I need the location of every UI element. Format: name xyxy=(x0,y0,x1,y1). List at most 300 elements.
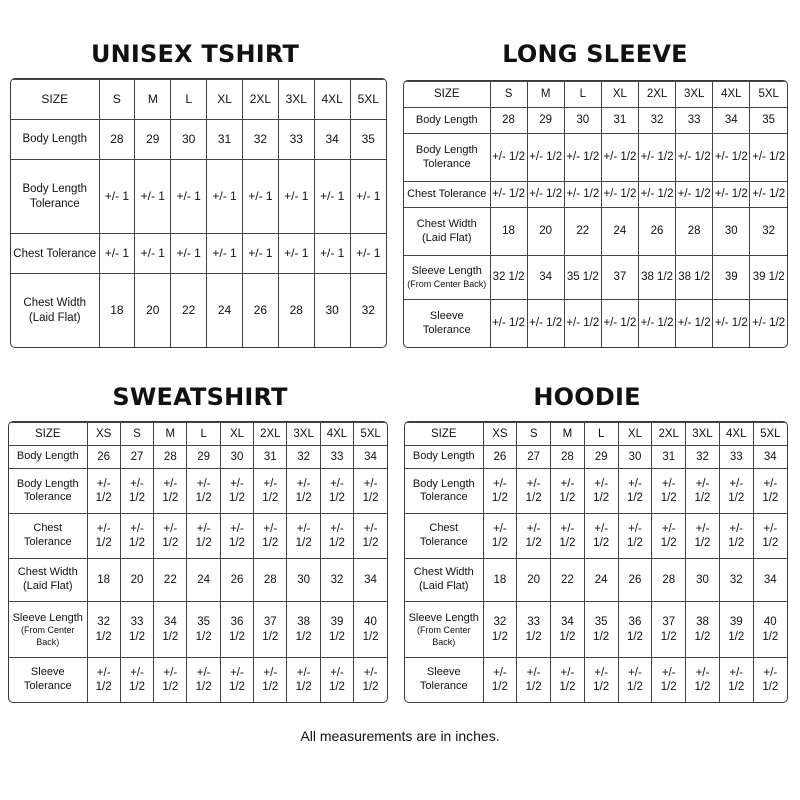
measurement-cell: +/- 1/2 xyxy=(639,133,676,181)
size-header-cell: 3XL xyxy=(676,82,713,108)
measurement-cell: 33 xyxy=(676,107,713,133)
row-label-text: Chest Tolerance xyxy=(419,522,468,549)
measurement-cell: +/- 1/2 xyxy=(120,514,153,559)
row-label-text: Body Length Tolerance xyxy=(415,143,478,170)
measurement-cell: +/- 1/2 xyxy=(652,658,686,702)
measurement-cell: +/- 1 xyxy=(171,234,207,274)
measurement-cell: +/- 1/2 xyxy=(287,469,320,514)
table-row xyxy=(405,559,787,602)
row-label xyxy=(404,208,490,256)
measurement-cell: 24 xyxy=(207,274,243,347)
measurement-cell: 37 1/2 xyxy=(652,602,686,658)
row-label xyxy=(9,469,87,514)
measurement-cell: 32 xyxy=(719,559,753,602)
measurement-cell: 32 xyxy=(243,120,279,160)
table-row xyxy=(11,160,386,234)
row-label xyxy=(404,133,490,181)
table-row xyxy=(404,208,787,256)
measurement-cell: 32 xyxy=(350,274,386,347)
table-row xyxy=(9,602,387,658)
measurement-cell: +/- 1/2 xyxy=(87,469,120,514)
row-label xyxy=(405,559,483,602)
measurement-cell: +/- 1/2 xyxy=(601,300,638,347)
title-unisex-tshirt: UNISEX TSHIRT xyxy=(90,40,300,68)
size-header-cell: 4XL xyxy=(719,423,753,446)
header-row xyxy=(405,423,787,446)
measurement-cell: 38 1/2 xyxy=(676,256,713,300)
measurement-cell: 40 1/2 xyxy=(753,602,787,658)
measurement-cell: 22 xyxy=(551,559,585,602)
measurement-cell: 32 1/2 xyxy=(483,602,517,658)
size-header-cell: S xyxy=(99,80,135,120)
size-header-cell: L xyxy=(187,423,220,446)
measurement-cell: 33 1/2 xyxy=(517,602,551,658)
measurement-cell: +/- 1 xyxy=(314,234,350,274)
measurement-cell: 32 xyxy=(750,208,787,256)
measurement-cell: 35 xyxy=(350,120,386,160)
measurement-cell: 22 xyxy=(564,208,601,256)
measurement-cell: 31 xyxy=(601,107,638,133)
measurement-cell: +/- 1/2 xyxy=(517,469,551,514)
size-header-cell: S xyxy=(517,423,551,446)
size-chart xyxy=(11,79,386,347)
measurement-cell: +/- 1/2 xyxy=(713,133,750,181)
measurement-cell: 29 xyxy=(135,120,171,160)
measurement-cell: +/- 1/2 xyxy=(601,182,638,208)
row-label xyxy=(405,658,483,702)
measurement-cell: +/- 1/2 xyxy=(87,658,120,702)
measurement-cell: 28 xyxy=(154,446,187,469)
table-row xyxy=(405,602,787,658)
table-row xyxy=(9,469,387,514)
measurement-cell: +/- 1/2 xyxy=(483,658,517,702)
measurement-cell: +/- 1/2 xyxy=(354,469,387,514)
measurement-cell: +/- 1/2 xyxy=(686,469,720,514)
title-long-sleeve: LONG SLEEVE xyxy=(502,40,688,68)
measurement-cell: 31 xyxy=(207,120,243,160)
measurement-note: All measurements are in inches. xyxy=(300,728,500,744)
row-label-text: Sleeve Length xyxy=(12,611,83,624)
measurement-cell: +/- 1/2 xyxy=(601,133,638,181)
measurement-cell: +/- 1/2 xyxy=(483,469,517,514)
measurement-cell: +/- 1/2 xyxy=(517,658,551,702)
size-header-cell: M xyxy=(154,423,187,446)
size-header-cell: 2XL xyxy=(639,82,676,108)
row-label-text: Sleeve Tolerance xyxy=(422,309,471,336)
row-label-text: Body Length Tolerance xyxy=(22,183,88,210)
row-label xyxy=(11,120,99,160)
row-label-subtext: (From Center Back) xyxy=(407,278,487,289)
table-row xyxy=(404,256,787,300)
measurement-cell: 26 xyxy=(243,274,279,347)
measurement-cell: 34 xyxy=(354,559,387,602)
size-header-cell: XL xyxy=(207,80,243,120)
measurement-cell: 27 xyxy=(120,446,153,469)
table-row xyxy=(404,300,787,347)
row-label-subtext: (From Center Back) xyxy=(416,625,471,647)
measurement-cell: +/- 1/2 xyxy=(750,182,787,208)
size-chart xyxy=(405,422,787,702)
measurement-cell: +/- 1/2 xyxy=(686,658,720,702)
measurement-cell: +/- 1/2 xyxy=(719,514,753,559)
measurement-cell: 36 1/2 xyxy=(220,602,253,658)
row-label-text: Sleeve Length xyxy=(411,265,482,278)
size-table-sweatshirt xyxy=(8,421,388,703)
size-header-cell: 2XL xyxy=(254,423,287,446)
measurement-cell: 32 xyxy=(320,559,353,602)
measurement-cell: 28 xyxy=(99,120,135,160)
size-header-cell: XL xyxy=(220,423,253,446)
row-label xyxy=(9,446,87,469)
row-label xyxy=(9,602,87,658)
title-hoodie: HOODIE xyxy=(533,383,641,411)
row-label xyxy=(9,514,87,559)
measurement-cell: +/- 1 xyxy=(135,160,171,234)
measurement-cell: +/- 1/2 xyxy=(564,133,601,181)
measurement-cell: 30 xyxy=(314,274,350,347)
measurement-cell: 34 xyxy=(753,559,787,602)
measurement-cell: +/- 1/2 xyxy=(676,182,713,208)
measurement-cell: +/- 1/2 xyxy=(527,133,564,181)
measurement-cell: 34 xyxy=(354,446,387,469)
size-header-cell: 2XL xyxy=(652,423,686,446)
measurement-cell: 29 xyxy=(187,446,220,469)
row-label-text: Body Length xyxy=(415,113,478,126)
measurement-cell: +/- 1/2 xyxy=(676,133,713,181)
measurement-cell: 35 1/2 xyxy=(584,602,618,658)
table-row xyxy=(404,182,787,208)
size-header-cell: 5XL xyxy=(354,423,387,446)
measurement-cell: 26 xyxy=(639,208,676,256)
row-label xyxy=(9,559,87,602)
row-label-text: Chest Width (Laid Flat) xyxy=(413,566,474,593)
measurement-cell: 40 1/2 xyxy=(354,602,387,658)
table-row xyxy=(9,514,387,559)
measurement-cell: +/- 1/2 xyxy=(490,300,527,347)
measurement-cell: 32 xyxy=(686,446,720,469)
measurement-cell: +/- 1 xyxy=(278,234,314,274)
row-label-text: Body Length Tolerance xyxy=(412,477,475,504)
size-header-cell: XL xyxy=(618,423,652,446)
measurement-cell: 24 xyxy=(601,208,638,256)
measurement-cell: +/- 1 xyxy=(99,160,135,234)
header-row xyxy=(9,423,387,446)
measurement-cell: +/- 1/2 xyxy=(618,469,652,514)
row-label-text: Body Length xyxy=(22,133,88,146)
measurement-cell: 30 xyxy=(287,559,320,602)
table-row xyxy=(405,446,787,469)
measurement-cell: +/- 1/2 xyxy=(120,658,153,702)
measurement-cell: 38 1/2 xyxy=(686,602,720,658)
measurement-cell: 35 xyxy=(750,107,787,133)
size-header-cell: S xyxy=(120,423,153,446)
measurement-cell: +/- 1/2 xyxy=(354,658,387,702)
measurement-cell: 30 xyxy=(171,120,207,160)
measurement-cell: 31 xyxy=(652,446,686,469)
size-header-cell: 5XL xyxy=(750,82,787,108)
measurement-cell: 32 1/2 xyxy=(490,256,527,300)
measurement-cell: +/- 1 xyxy=(278,160,314,234)
measurement-cell: 26 xyxy=(220,559,253,602)
row-label xyxy=(405,514,483,559)
measurement-cell: 22 xyxy=(154,559,187,602)
measurement-cell: +/- 1/2 xyxy=(753,658,787,702)
measurement-cell: 26 xyxy=(483,446,517,469)
row-label-text: Body Length xyxy=(16,450,79,463)
size-header-label: SIZE xyxy=(11,80,99,120)
row-label xyxy=(404,107,490,133)
measurement-cell: +/- 1/2 xyxy=(652,469,686,514)
size-header-label: SIZE xyxy=(405,423,483,446)
measurement-cell: +/- 1/2 xyxy=(750,300,787,347)
size-header-cell: M xyxy=(527,82,564,108)
measurement-cell: +/- 1/2 xyxy=(320,658,353,702)
header-row xyxy=(404,82,787,108)
measurement-cell: 39 1/2 xyxy=(719,602,753,658)
size-header-cell: L xyxy=(564,82,601,108)
table-row xyxy=(405,514,787,559)
measurement-cell: 26 xyxy=(618,559,652,602)
measurement-cell: +/- 1/2 xyxy=(551,658,585,702)
measurement-cell: +/- 1/2 xyxy=(719,658,753,702)
table-row xyxy=(405,469,787,514)
measurement-cell: 32 1/2 xyxy=(87,602,120,658)
table-row xyxy=(11,120,386,160)
measurement-cell: 38 1/2 xyxy=(287,602,320,658)
measurement-cell: 34 xyxy=(527,256,564,300)
measurement-cell: 30 xyxy=(686,559,720,602)
table-row xyxy=(404,133,787,181)
measurement-cell: +/- 1/2 xyxy=(287,514,320,559)
size-header-cell: 5XL xyxy=(350,80,386,120)
measurement-cell: +/- 1 xyxy=(314,160,350,234)
measurement-cell: +/- 1/2 xyxy=(254,469,287,514)
measurement-cell: +/- 1/2 xyxy=(719,469,753,514)
measurement-cell: 34 xyxy=(314,120,350,160)
measurement-cell: 31 xyxy=(254,446,287,469)
measurement-cell: +/- 1/2 xyxy=(483,514,517,559)
measurement-cell: +/- 1/2 xyxy=(584,469,618,514)
measurement-cell: +/- 1/2 xyxy=(154,469,187,514)
measurement-cell: 32 xyxy=(639,107,676,133)
measurement-cell: +/- 1 xyxy=(171,160,207,234)
measurement-cell: 28 xyxy=(676,208,713,256)
row-label-text: Chest Tolerance xyxy=(13,247,97,260)
measurement-cell: 34 1/2 xyxy=(551,602,585,658)
row-label xyxy=(404,300,490,347)
measurement-cell: +/- 1/2 xyxy=(713,182,750,208)
measurement-cell: 18 xyxy=(483,559,517,602)
measurement-cell: 20 xyxy=(517,559,551,602)
measurement-cell: 39 xyxy=(713,256,750,300)
measurement-cell: +/- 1/2 xyxy=(753,514,787,559)
measurement-cell: 28 xyxy=(652,559,686,602)
table-row xyxy=(9,559,387,602)
size-header-cell: XS xyxy=(483,423,517,446)
measurement-cell: +/- 1/2 xyxy=(618,658,652,702)
measurement-cell: +/- 1/2 xyxy=(320,469,353,514)
size-chart xyxy=(9,422,387,702)
measurement-cell: +/- 1/2 xyxy=(564,300,601,347)
row-label-text: Chest Tolerance xyxy=(407,187,487,200)
measurement-cell: 22 xyxy=(171,274,207,347)
measurement-cell: +/- 1/2 xyxy=(652,514,686,559)
measurement-cell: 37 1/2 xyxy=(254,602,287,658)
measurement-cell: 27 xyxy=(517,446,551,469)
size-header-label: SIZE xyxy=(9,423,87,446)
measurement-cell: +/- 1/2 xyxy=(551,514,585,559)
measurement-cell: 37 xyxy=(601,256,638,300)
measurement-cell: +/- 1/2 xyxy=(120,469,153,514)
size-chart xyxy=(404,81,787,347)
measurement-cell: 28 xyxy=(278,274,314,347)
size-header-cell: M xyxy=(135,80,171,120)
measurement-cell: +/- 1/2 xyxy=(639,300,676,347)
measurement-cell: 24 xyxy=(187,559,220,602)
measurement-cell: +/- 1/2 xyxy=(354,514,387,559)
measurement-cell: 30 xyxy=(564,107,601,133)
measurement-cell: +/- 1/2 xyxy=(564,182,601,208)
row-label-subtext: (From Center Back) xyxy=(20,625,75,647)
table-row xyxy=(11,234,386,274)
measurement-cell: 18 xyxy=(99,274,135,347)
measurement-cell: 24 xyxy=(584,559,618,602)
size-header-cell: S xyxy=(490,82,527,108)
measurement-cell: 38 1/2 xyxy=(639,256,676,300)
row-label xyxy=(405,602,483,658)
measurement-cell: +/- 1 xyxy=(243,234,279,274)
measurement-cell: +/- 1/2 xyxy=(187,658,220,702)
row-label-text: Sleeve Tolerance xyxy=(419,666,468,693)
title-sweatshirt: SWEATSHIRT xyxy=(112,383,288,411)
size-header-cell: 3XL xyxy=(686,423,720,446)
measurement-cell: +/- 1/2 xyxy=(490,182,527,208)
measurement-cell: 33 1/2 xyxy=(120,602,153,658)
measurement-cell: +/- 1/2 xyxy=(87,514,120,559)
measurement-cell: +/- 1/2 xyxy=(320,514,353,559)
row-label-text: Sleeve Tolerance xyxy=(23,666,72,693)
measurement-cell: +/- 1 xyxy=(99,234,135,274)
size-header-cell: 3XL xyxy=(278,80,314,120)
measurement-cell: +/- 1 xyxy=(207,234,243,274)
measurement-cell: 32 xyxy=(287,446,320,469)
row-label-text: Chest Tolerance xyxy=(23,522,72,549)
measurement-cell: 34 xyxy=(753,446,787,469)
measurement-cell: 28 xyxy=(254,559,287,602)
measurement-cell: 36 1/2 xyxy=(618,602,652,658)
size-header-cell: M xyxy=(551,423,585,446)
row-label-text: Body Length xyxy=(412,450,475,463)
measurement-cell: 30 xyxy=(618,446,652,469)
measurement-cell: 20 xyxy=(120,559,153,602)
measurement-cell: 28 xyxy=(551,446,585,469)
measurement-cell: +/- 1/2 xyxy=(713,300,750,347)
size-header-cell: 4XL xyxy=(713,82,750,108)
size-header-cell: XS xyxy=(87,423,120,446)
row-label-text: Chest Width (Laid Flat) xyxy=(23,297,87,324)
measurement-cell: +/- 1/2 xyxy=(154,658,187,702)
row-label xyxy=(404,256,490,300)
size-table-long-sleeve xyxy=(403,80,788,348)
size-header-label: SIZE xyxy=(404,82,490,108)
header-row xyxy=(11,80,386,120)
size-header-cell: 4XL xyxy=(320,423,353,446)
row-label xyxy=(9,658,87,702)
row-label xyxy=(11,234,99,274)
size-header-cell: XL xyxy=(601,82,638,108)
measurement-cell: +/- 1 xyxy=(207,160,243,234)
measurement-cell: +/- 1/2 xyxy=(220,469,253,514)
measurement-cell: +/- 1/2 xyxy=(584,514,618,559)
measurement-cell: +/- 1/2 xyxy=(750,133,787,181)
measurement-cell: +/- 1/2 xyxy=(584,658,618,702)
row-label-text: Chest Width (Laid Flat) xyxy=(416,217,477,244)
row-label xyxy=(405,469,483,514)
measurement-cell: 29 xyxy=(527,107,564,133)
row-label xyxy=(11,274,99,347)
measurement-cell: +/- 1/2 xyxy=(676,300,713,347)
row-label xyxy=(404,182,490,208)
measurement-cell: 35 1/2 xyxy=(564,256,601,300)
measurement-cell: 30 xyxy=(713,208,750,256)
row-label xyxy=(11,160,99,234)
measurement-cell: +/- 1/2 xyxy=(517,514,551,559)
measurement-cell: 35 1/2 xyxy=(187,602,220,658)
size-header-cell: 5XL xyxy=(753,423,787,446)
row-label xyxy=(405,446,483,469)
measurement-cell: +/- 1/2 xyxy=(551,469,585,514)
measurement-cell: 39 1/2 xyxy=(320,602,353,658)
table-row xyxy=(405,658,787,702)
measurement-cell: 28 xyxy=(490,107,527,133)
measurement-cell: 18 xyxy=(87,559,120,602)
measurement-cell: 20 xyxy=(135,274,171,347)
table-row xyxy=(9,446,387,469)
measurement-cell: +/- 1/2 xyxy=(527,182,564,208)
measurement-cell: 34 1/2 xyxy=(154,602,187,658)
size-table-hoodie xyxy=(404,421,788,703)
size-header-cell: L xyxy=(171,80,207,120)
measurement-cell: +/- 1 xyxy=(243,160,279,234)
measurement-cell: +/- 1/2 xyxy=(490,133,527,181)
measurement-cell: +/- 1/2 xyxy=(527,300,564,347)
measurement-cell: +/- 1/2 xyxy=(639,182,676,208)
measurement-cell: 39 1/2 xyxy=(750,256,787,300)
measurement-cell: +/- 1 xyxy=(350,160,386,234)
measurement-cell: +/- 1/2 xyxy=(287,658,320,702)
measurement-cell: 29 xyxy=(584,446,618,469)
size-header-cell: 2XL xyxy=(243,80,279,120)
measurement-cell: +/- 1/2 xyxy=(220,658,253,702)
measurement-cell: 33 xyxy=(278,120,314,160)
measurement-cell: +/- 1/2 xyxy=(187,514,220,559)
table-row xyxy=(404,107,787,133)
size-header-cell: 4XL xyxy=(314,80,350,120)
measurement-cell: 33 xyxy=(719,446,753,469)
measurement-cell: +/- 1/2 xyxy=(618,514,652,559)
row-label-text: Sleeve Length xyxy=(408,611,479,624)
measurement-cell: 30 xyxy=(220,446,253,469)
measurement-cell: +/- 1/2 xyxy=(220,514,253,559)
measurement-cell: 18 xyxy=(490,208,527,256)
measurement-cell: +/- 1/2 xyxy=(686,514,720,559)
table-row xyxy=(11,274,386,347)
row-label-text: Body Length Tolerance xyxy=(16,477,79,504)
size-header-cell: 3XL xyxy=(287,423,320,446)
measurement-cell: +/- 1 xyxy=(350,234,386,274)
measurement-cell: 20 xyxy=(527,208,564,256)
measurement-cell: +/- 1/2 xyxy=(753,469,787,514)
